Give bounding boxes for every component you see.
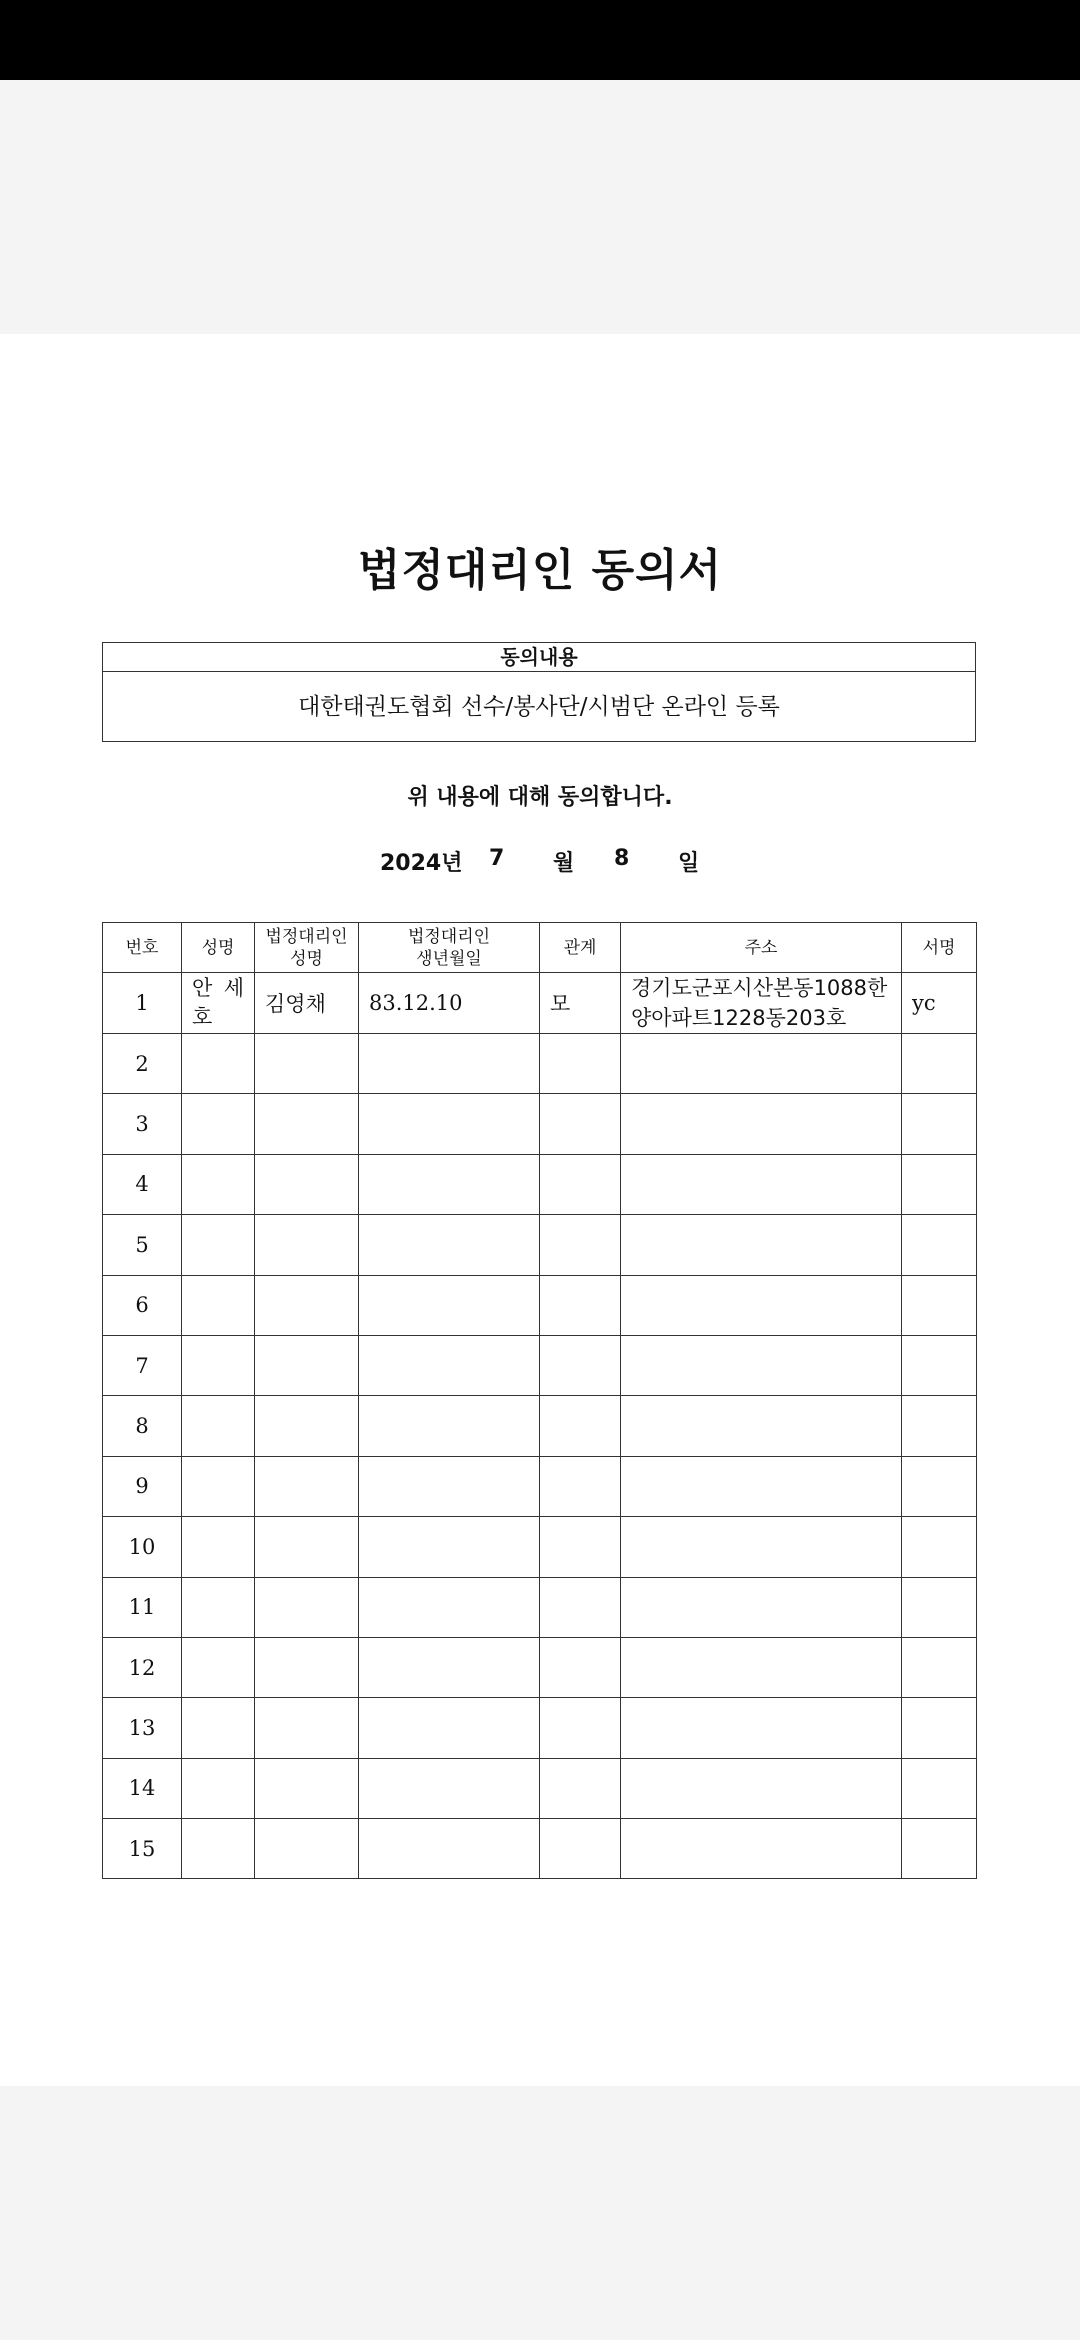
cell-signature	[902, 1335, 977, 1395]
cell-guardian-name	[255, 1396, 359, 1456]
cell-guardian-name	[255, 1335, 359, 1395]
cell-relation	[540, 1094, 621, 1154]
cell-signature	[902, 1215, 977, 1275]
cell-address	[621, 1094, 902, 1154]
cell-signature	[902, 1819, 977, 1879]
header-guardian-name	[255, 923, 359, 973]
cell-guardian-name	[255, 1275, 359, 1335]
cell-guardian-birth	[359, 1698, 540, 1758]
cell-name	[182, 1577, 255, 1637]
table-row	[103, 1335, 977, 1395]
cell-number: 7	[103, 1335, 182, 1395]
cell-signature: yc	[902, 973, 977, 1034]
cell-name	[182, 1094, 255, 1154]
cell-number: 15	[103, 1819, 182, 1879]
table-row	[103, 1034, 977, 1094]
header-signature: 서명	[902, 923, 977, 973]
cell-guardian-name	[255, 1154, 359, 1214]
agree-statement: 위 내용에 대해 동의합니다.	[407, 785, 673, 810]
cell-signature	[902, 1517, 977, 1577]
date-day: 8	[614, 846, 630, 871]
cell-number: 12	[103, 1637, 182, 1697]
cell-guardian-birth	[359, 1215, 540, 1275]
cell-relation	[540, 1758, 621, 1818]
cell-address	[621, 1698, 902, 1758]
cell-name	[182, 1758, 255, 1818]
consent-body: 대한태권도협회 선수/봉사단/시범단 온라인 등록	[298, 694, 780, 720]
cell-relation	[540, 1396, 621, 1456]
cell-guardian-name	[255, 1577, 359, 1637]
cell-number: 2	[103, 1034, 182, 1094]
cell-guardian-birth	[359, 1456, 540, 1516]
cell-relation	[540, 1698, 621, 1758]
cell-name	[182, 1335, 255, 1395]
cell-name	[182, 1215, 255, 1275]
cell-relation	[540, 1335, 621, 1395]
cell-address	[621, 1034, 902, 1094]
cell-relation	[540, 1034, 621, 1094]
cell-name	[182, 1517, 255, 1577]
cell-address	[621, 1577, 902, 1637]
cell-number: 13	[103, 1698, 182, 1758]
header-name: 성명	[182, 923, 255, 973]
cell-signature	[902, 1275, 977, 1335]
cell-signature	[902, 1396, 977, 1456]
table-row	[103, 1698, 977, 1758]
cell-guardian-name	[255, 1215, 359, 1275]
cell-name: 안 세 호	[182, 973, 255, 1034]
cell-guardian-birth	[359, 1577, 540, 1637]
table-row	[103, 1215, 977, 1275]
table-row	[103, 1517, 977, 1577]
header-guardian-name-line2: 성명	[290, 948, 323, 969]
document-page	[0, 334, 1080, 2086]
cell-name	[182, 1154, 255, 1214]
cell-signature	[902, 1698, 977, 1758]
cell-guardian-name	[255, 1637, 359, 1697]
cell-guardian-birth	[359, 1637, 540, 1697]
date-month-unit: 월	[553, 851, 575, 876]
cell-guardian-birth: 83.12.10	[359, 973, 540, 1034]
cell-relation	[540, 1215, 621, 1275]
header-address: 주소	[621, 923, 902, 973]
cell-guardian-birth	[359, 1034, 540, 1094]
cell-number: 11	[103, 1577, 182, 1637]
table-row	[103, 1456, 977, 1516]
cell-address	[621, 1154, 902, 1214]
cell-number: 1	[103, 973, 182, 1034]
cell-relation	[540, 1819, 621, 1879]
document-title: 법정대리인 동의서	[357, 545, 723, 596]
cell-relation	[540, 1154, 621, 1214]
header-guardian-birth-line2: 생년월일	[416, 948, 482, 969]
cell-address	[621, 1335, 902, 1395]
cell-relation	[540, 1456, 621, 1516]
header-guardian-birth	[359, 923, 540, 973]
cell-signature	[902, 1456, 977, 1516]
cell-address	[621, 1396, 902, 1456]
cell-address	[621, 1758, 902, 1818]
cell-address	[621, 1456, 902, 1516]
cell-signature	[902, 1034, 977, 1094]
date-day-unit: 일	[678, 851, 700, 876]
cell-guardian-birth	[359, 1335, 540, 1395]
cell-guardian-name	[255, 1456, 359, 1516]
cell-guardian-birth	[359, 1819, 540, 1879]
cell-address	[621, 1819, 902, 1879]
table-row	[103, 1758, 977, 1818]
cell-name	[182, 1275, 255, 1335]
cell-signature	[902, 1094, 977, 1154]
consent-box	[102, 642, 976, 742]
date-year: 2024년	[380, 851, 463, 876]
cell-address	[621, 1215, 902, 1275]
header-relation: 관계	[540, 923, 621, 973]
cell-guardian-name	[255, 1094, 359, 1154]
header-guardian-name-line1: 법정대리인	[265, 926, 348, 947]
cell-guardian-name: 김영채	[255, 973, 359, 1034]
cell-signature	[902, 1154, 977, 1214]
consent-header: 동의내용	[103, 643, 975, 672]
cell-guardian-birth	[359, 1275, 540, 1335]
table-row	[103, 1275, 977, 1335]
header-number: 번호	[103, 923, 182, 973]
cell-number: 5	[103, 1215, 182, 1275]
cell-guardian-birth	[359, 1094, 540, 1154]
cell-address: 경기도군포시산본동1088한양아파트1228동203호	[621, 973, 902, 1034]
cell-guardian-birth	[359, 1154, 540, 1214]
cell-name	[182, 1396, 255, 1456]
cell-relation	[540, 1577, 621, 1637]
table-header-row	[103, 923, 977, 973]
date-month: 7	[489, 846, 505, 871]
cell-name	[182, 1819, 255, 1879]
table-row	[103, 1396, 977, 1456]
cell-guardian-name	[255, 1034, 359, 1094]
cell-number: 14	[103, 1758, 182, 1818]
cell-relation	[540, 1517, 621, 1577]
cell-name	[182, 1034, 255, 1094]
table-row	[103, 1094, 977, 1154]
cell-guardian-name	[255, 1517, 359, 1577]
cell-guardian-name	[255, 1819, 359, 1879]
cell-relation	[540, 1637, 621, 1697]
registration-table	[102, 922, 977, 1879]
cell-guardian-name	[255, 1758, 359, 1818]
cell-signature	[902, 1758, 977, 1818]
cell-signature	[902, 1577, 977, 1637]
cell-number: 3	[103, 1094, 182, 1154]
cell-guardian-birth	[359, 1517, 540, 1577]
cell-name	[182, 1698, 255, 1758]
cell-guardian-birth	[359, 1396, 540, 1456]
cell-address	[621, 1637, 902, 1697]
cell-number: 10	[103, 1517, 182, 1577]
cell-address	[621, 1517, 902, 1577]
table-row	[103, 1819, 977, 1879]
header-guardian-birth-line1: 법정대리인	[407, 926, 491, 947]
cell-number: 9	[103, 1456, 182, 1516]
cell-number: 4	[103, 1154, 182, 1214]
cell-name	[182, 1456, 255, 1516]
table-row	[103, 973, 977, 1034]
cell-number: 6	[103, 1275, 182, 1335]
cell-guardian-name	[255, 1698, 359, 1758]
status-bar	[0, 0, 1080, 80]
cell-name	[182, 1637, 255, 1697]
cell-number: 8	[103, 1396, 182, 1456]
table-row	[103, 1577, 977, 1637]
cell-relation: 모	[540, 973, 621, 1034]
table-row	[103, 1154, 977, 1214]
cell-signature	[902, 1637, 977, 1697]
cell-relation	[540, 1275, 621, 1335]
cell-address	[621, 1275, 902, 1335]
table-row	[103, 1637, 977, 1697]
cell-guardian-birth	[359, 1758, 540, 1818]
